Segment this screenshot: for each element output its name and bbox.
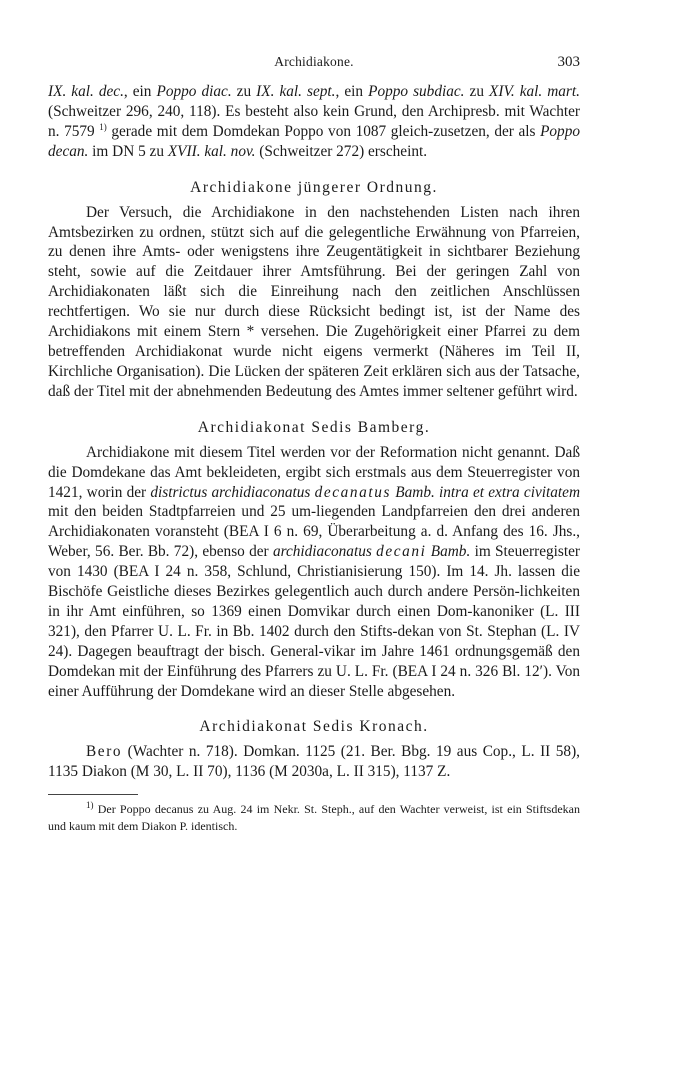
latin-term: Bamb. [426, 543, 471, 561]
running-head [48, 54, 580, 76]
latin-term-spaced: decani [376, 543, 427, 561]
text-run: (Schweitzer 272) erscheint. [255, 142, 428, 160]
text-run: Archidiakone mit diesem Titel werden vor der Reformation nicht genannt. Daß die Domdekane das Amt bekleideten, ergibt sich erstmals aus dem Steuerregister von 1421, worin der [48, 443, 580, 501]
latin-term: Bamb. intra et extra civitatem [391, 483, 580, 501]
text-run: , ein [123, 83, 157, 100]
section-paragraph-juengere-ordnung: Der Versuch, die Archidiakone in den nachstehenden Listen nach ihren Amtsbezirken zu ordnen, stützt sich auf die gelegentliche Erwähnung von Pfarreien, zu denen ihre Amts- oder wenigstens ihre Zeugentätigkeit in sichtbarer Beziehung steht, sowie auf die Zeitdauer ihrer Amtsführung. Bei der geringen Zahl von Archidiakonaten läßt sich die Einreihung nach den zeitlichen Anschlüssen rechtfertigen. Wo sie nur durch diese Rücksicht bedingt ist, ist der Name des Archidiakons mit einem Stern * versehen. Die Zugehörigkeit einer Pfarrei zu dem betreffenden Archidiakonat wurde nicht eigens vermerkt (Näheres im Teil II, Kirchliche Organisation). Die Lücken der späteren Zeit erklären sich aus der Tatsache, daß der Titel mit der abnehmenden Bedeutung des Amtes immer seltener geführt wird. [48, 203, 580, 400]
section-paragraph-sedis-bamberg [48, 443, 580, 702]
name-ref: Poppo subdiac. [368, 83, 465, 100]
footnote-mark: 1) [86, 800, 94, 811]
footnote-text: Der Poppo decanus zu Aug. 24 im Nekr. St. Steph., auf den Wachter verweist, ist ein Stiftsdekan und kaum mit dem Diakon P. identisch. [48, 802, 580, 833]
section-heading-juengere-ordnung: Archidiakone jüngerer Ordnung. [190, 178, 438, 196]
date-ref: IX. kal. sept. [256, 83, 336, 100]
name-ref: Poppo decan. [48, 122, 581, 160]
person-name: Bero [86, 743, 123, 761]
text-run: (Wachter n. 718). Domkan. 1125 (21. Ber. Bbg. 19 aus Cop., L. II 58), 1135 Diakon (M 30, L. II 70), 1136 (M 2030a, L. II 315), 1137 Z. [48, 743, 580, 781]
text-run: im Steuerregister von 1430 (BEA I 24 n. 358, Schlund, Christianisierung 150). Im 14. Jh. lassen die Bischöfe Geistliche dieses Bezirkes gelegentlich auch durch andere Persön-lichkeiten in ihr Amt einführen, so 1369 einen Domvikar durch einen Dom-kanoniker (L. III 321), den Pfarrer U. L. Fr. in Bb. 1402 durch den Stifts-dekan von St. Stephan (L. IV 24). Dagegen beauftragt der bisch. General-vikar im Jahre 1461 ordnungsgemäß den Domdekan mit der Einführung des Pfarrers zu U. L. Fr. (BEA I 24 n. 326 Bl. 12′). Von einer Aufführung der Domdekane wird an dieser Stelle abgesehen. [48, 543, 580, 700]
page [48, 54, 580, 834]
date-ref: IX. kal. dec. [48, 83, 124, 100]
page-number: 303 [557, 54, 580, 70]
text-run: , ein [335, 83, 369, 100]
text-run: zu [464, 83, 490, 100]
date-ref: XVII. kal. nov. [167, 142, 256, 160]
intro-paragraph [48, 82, 580, 162]
text-run: im DN 5 zu [88, 142, 168, 160]
text-run: (Schweitzer 296, 240, 118). Es besteht also kein Grund, den Archipresb. mit Wachter n. 7579 [48, 102, 580, 140]
footnote [48, 801, 580, 834]
text-run: gerade mit dem Domdekan Poppo von 1087 gleich-zusetzen, der als [106, 122, 541, 140]
running-title: Archidiakone. [274, 54, 354, 69]
latin-term: archidiaconatus [272, 543, 377, 561]
section-heading-sedis-kronach: Archidiakonat Sedis Kronach. [199, 718, 429, 736]
date-ref: XIV. kal. mart. [489, 83, 580, 100]
section-heading-sedis-bamberg: Archidiakonat Sedis Bamberg. [197, 418, 431, 436]
footnote-ref[interactable]: 1) [99, 121, 107, 132]
latin-term: districtus archidiaconatus [150, 483, 315, 501]
text-run: mit den beiden Stadtpfarreien und 25 um-liegenden Landpfarreien den drei anderen Archidiakonaten voransteht (BEA I 6 n. 69, Überarbeitung a. d. Anfang des 16. Jhs., Weber, 56. Ber. Bb. 72), ebenso der [48, 503, 580, 561]
text-run: zu [231, 83, 257, 100]
section-paragraph-sedis-kronach [48, 742, 580, 782]
footnote-divider [48, 794, 138, 795]
name-ref: Poppo diac. [156, 83, 232, 100]
latin-term-spaced: decanatus [314, 483, 392, 501]
